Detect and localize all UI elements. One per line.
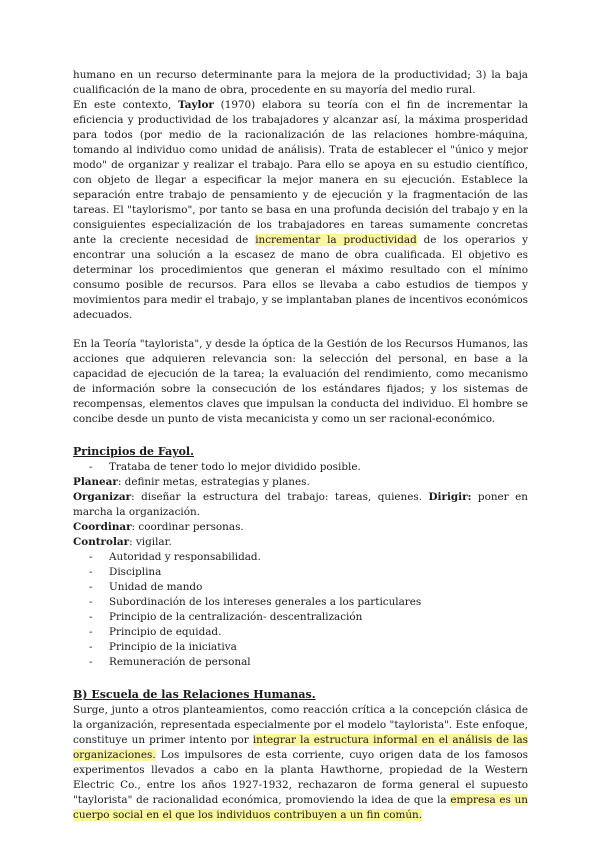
- paragraph-human-relations: [73, 703, 528, 823]
- text: (1970) elabora su teoría con el fin de incrementar la eficiencia y productividad de los trabajadores y alcanzar así, la máxima prosperidad para todos (por medio de la racionalización de las relaciones hombre-máquina, tomando al individuo como unidad de análisis). Trata de establecer el "único y mejor modo" de organizar y realizar el trabajo. Para ello se apoya en su estudio científico, con objeto de llegar a especificar la mejor manera en su ejecución. Establece la separación entre trabajo de pensamiento y de ejecución y la fragmentación de las tareas. El "taylorismo", por tanto se basa en una profunda decisión del trabajo y en la consiguientes especialización de los trabajadores en tareas sumamente concretas ante la creciente necesidad de: [73, 99, 528, 246]
- paragraph-taylor: [73, 98, 528, 323]
- planear-line: [73, 475, 528, 490]
- highlight-social-body: empresa es un cuerpo social en el que los individuos contribuyen a un fin común.: [73, 794, 528, 821]
- text: En la Teoría "taylorista", y desde la óptica de la Gestión de los Recursos Humanos, las acciones que adquieren relevancia son: la selección del personal, en base a la capacidad de ejecución de la tarea; la evaluación del rendimiento, como mecanismo de información sobre la consecución de los estándares fijados; y los sistemas de recompensas, elementos claves que impulsan la conducta del individuo. El hombre se concibe desde un punto de vista mecanicista y como un ser racional-económico.: [73, 338, 528, 425]
- term-label: Controlar: [73, 536, 130, 548]
- spacer: [73, 427, 528, 444]
- list-item: - Autoridad y responsabilidad.: [73, 550, 528, 565]
- text: : vigilar.: [129, 536, 172, 548]
- term-label: Dirigir:: [428, 491, 472, 503]
- heading-text: Principios de Fayol.: [73, 445, 194, 458]
- text: Surge, junto a otros planteamientos, como reacción crítica a la concepción clásica de la organización, representada especialmente por el modelo "taylorista". Este enfoque, constituye un primer intento por: [73, 704, 528, 746]
- author-name-taylor: Taylor: [178, 99, 214, 111]
- list-item: - Unidad de mando: [73, 580, 528, 595]
- list-item: - Subordinación de los intereses generales a los particulares: [73, 595, 528, 610]
- list-item: - Trataba de tener todo lo mejor dividido posible.: [73, 460, 528, 475]
- text: de los operarios y encontrar una solución a la escasez de mano de obra cualificada. El objetivo es determinar los procedimientos que generan el máximo resultado con el mínimo consumo posible de recursos. Para ellos se llevaba a cabo estudios de tiempos y movimientos para medir el trabajo, y se implantaban planes de incentivos económicos adecuados.: [73, 234, 528, 321]
- list-item: - Principio de la centralización- descentralización: [73, 610, 528, 625]
- term-label: Organizar: [73, 491, 132, 503]
- term-label: Planear: [73, 476, 118, 488]
- paragraph-taylorist-theory: [73, 337, 528, 427]
- list-item: - Remuneración de personal: [73, 655, 528, 670]
- spacer: [73, 323, 528, 337]
- text: En este contexto,: [73, 99, 179, 111]
- highlight-informal-structure: integrar la estructura informal en el análisis de las organizaciones.: [73, 734, 528, 761]
- highlight-productivity: incrementar la productividad: [255, 234, 417, 246]
- list-item: - Disciplina: [73, 565, 528, 580]
- section-b-heading: [73, 687, 528, 703]
- coordinar-line: [73, 520, 528, 535]
- heading-text: B) Escuela de las Relaciones Humanas.: [73, 688, 316, 701]
- text: Los impulsores de esta corriente, cuyo origen data de los famosos experimentos llevados a cabo en la planta Hawthorne, propiedad de la Western Electric Co., entre los años 1927-1932, rechazaron de forma general el supuesto "taylorista" de racionalidad económica, promoviendo la idea de que la: [73, 749, 528, 806]
- text: poner en marcha la organización.: [73, 491, 528, 518]
- text: : coordinar personas.: [131, 521, 244, 533]
- document-body: [73, 68, 528, 823]
- text: : diseñar la estructura del trabajo: tareas, quienes.: [131, 491, 429, 503]
- list-item: - Principio de la iniciativa: [73, 640, 528, 655]
- text: humano en un recurso determinante para la mejora de la productividad; 3) la baja cualificación de la mano de obra, procedente en su mayoría del medio rural.: [73, 69, 528, 96]
- principles-list: [73, 550, 528, 670]
- controlar-line: [73, 535, 528, 550]
- fayol-intro-list: [73, 460, 528, 475]
- paragraph-intro-continuation: [73, 68, 528, 98]
- organizar-line: [73, 490, 528, 520]
- spacer: [73, 670, 528, 687]
- text: : definir metas, estrategias y planes.: [117, 476, 310, 488]
- fayol-heading: [73, 444, 528, 460]
- term-label: Coordinar: [73, 521, 132, 533]
- list-item: - Principio de equidad.: [73, 625, 528, 640]
